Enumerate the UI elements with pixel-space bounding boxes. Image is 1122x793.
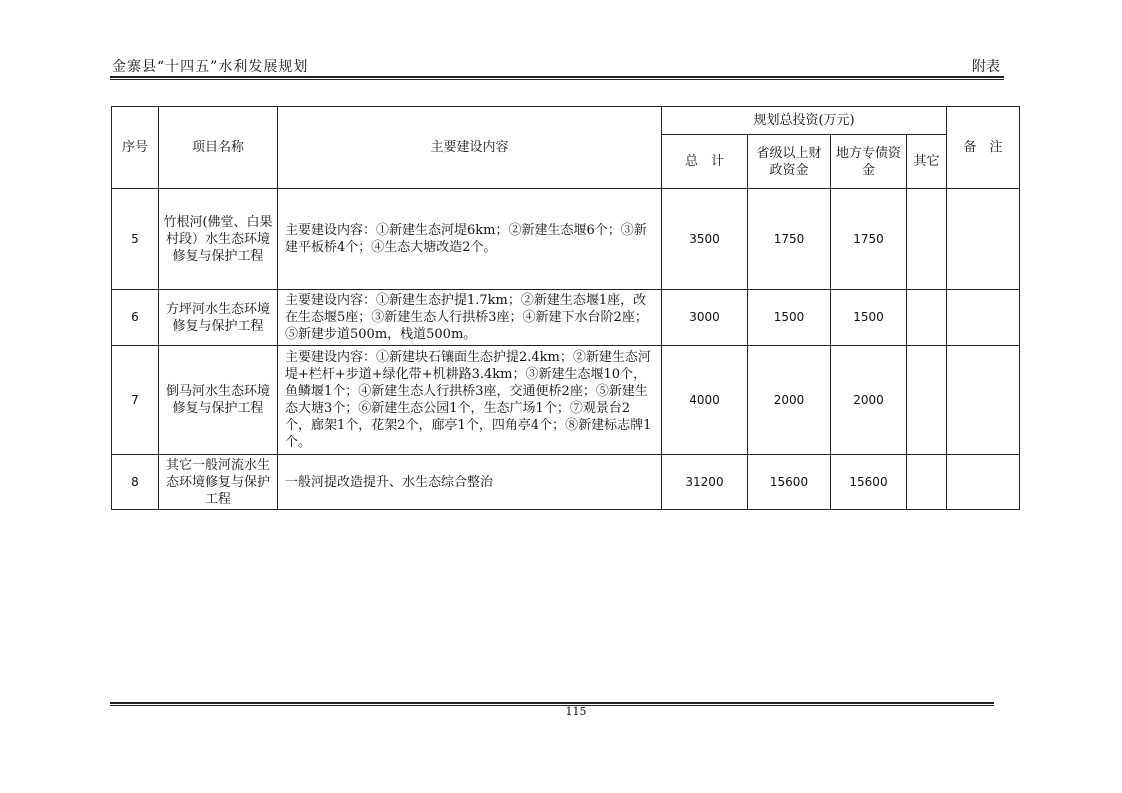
page-number: 115 — [565, 705, 587, 718]
section-label: 附表 — [972, 59, 1000, 75]
row-provincial: 1750 — [748, 189, 831, 290]
row-content: 一般河提改造提升、水生态综合整治 — [278, 455, 662, 510]
row-local: 1500 — [831, 290, 907, 346]
row-content: 主要建设内容：①新建块石镶面生态护提2.4km；②新建生态河堤+栏杆+步道+绿化带+机耕路3.4km；③新建生态堰10个，鱼鳞堰1个；④新建生态人行拱桥3座，交通便桥2座；⑤新建生态大塘3个；⑥新建生态公园1个，生态广场1个；⑦观景台2个，廊架1个，花架2个，廊亭1个，四角亭4个；⑧新建标志牌1个。 — [278, 346, 662, 455]
header-remark: 备 注 — [947, 107, 1020, 189]
header-rule — [110, 76, 1004, 78]
table-row — [112, 189, 1020, 290]
row-no: 6 — [112, 290, 159, 346]
header-content: 主要建设内容 — [278, 107, 662, 189]
row-local: 1750 — [831, 189, 907, 290]
row-content: 主要建设内容：①新建生态护提1.7km；②新建生态堰1座，改在生态堰5座；③新建生态人行拱桥3座；④新建下水台阶2座；⑤新建步道500m，栈道500m。 — [278, 290, 662, 346]
header-total: 总 计 — [662, 135, 748, 189]
row-local: 15600 — [831, 455, 907, 510]
row-total: 3500 — [662, 189, 748, 290]
row-other — [907, 290, 947, 346]
header-other: 其它 — [907, 135, 947, 189]
row-remark — [947, 455, 1020, 510]
header-local-bond-funds: 地方专债资金 — [831, 135, 907, 189]
table-row — [112, 290, 1020, 346]
row-provincial: 15600 — [748, 455, 831, 510]
row-project-name: 方坪河水生态环境修复与保护工程 — [159, 290, 278, 346]
row-total: 4000 — [662, 346, 748, 455]
header-rule-thin — [110, 79, 1004, 80]
table-row — [112, 346, 1020, 455]
header-provincial-funds: 省级以上财政资金 — [748, 135, 831, 189]
table-row — [112, 455, 1020, 510]
row-provincial: 2000 — [748, 346, 831, 455]
row-no: 8 — [112, 455, 159, 510]
row-provincial: 1500 — [748, 290, 831, 346]
row-local: 2000 — [831, 346, 907, 455]
header-project-name: 项目名称 — [159, 107, 278, 189]
row-other — [907, 189, 947, 290]
row-no: 5 — [112, 189, 159, 290]
document-title: 金寨县“十四五”水利发展规划 — [112, 59, 309, 75]
row-project-name: 其它一般河流水生态环境修复与保护工程 — [159, 455, 278, 510]
row-other — [907, 455, 947, 510]
footer-rule — [110, 702, 994, 704]
row-content: 主要建设内容：①新建生态河堤6km；②新建生态堰6个；③新建平板桥4个；④生态大塘改造2个。 — [278, 189, 662, 290]
row-total: 31200 — [662, 455, 748, 510]
row-project-name: 倒马河水生态环境修复与保护工程 — [159, 346, 278, 455]
row-no: 7 — [112, 346, 159, 455]
investment-table — [111, 106, 1020, 510]
header-investment-group: 规划总投资(万元) — [662, 107, 947, 135]
header-no: 序号 — [112, 107, 159, 189]
row-other — [907, 346, 947, 455]
row-project-name: 竹根河(佛堂、白果村段）水生态环境修复与保护工程 — [159, 189, 278, 290]
row-remark — [947, 346, 1020, 455]
row-total: 3000 — [662, 290, 748, 346]
row-remark — [947, 290, 1020, 346]
row-remark — [947, 189, 1020, 290]
